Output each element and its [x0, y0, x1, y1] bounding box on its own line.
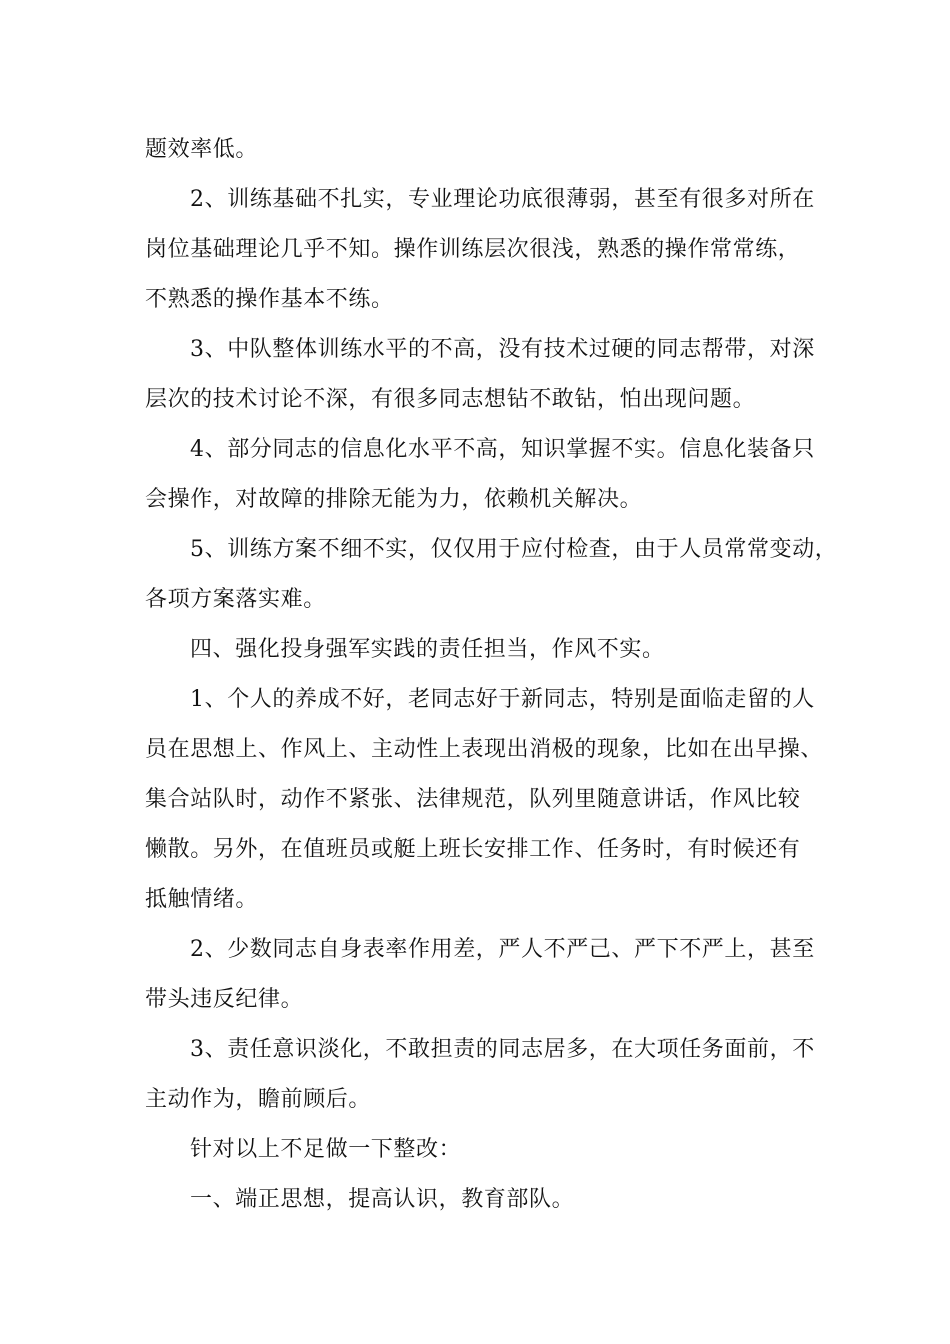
text-line: 2、训练基础不扎实，专业理论功底很薄弱，甚至有很多对所在	[190, 187, 815, 212]
text-line: 员在思想上、作风上、主动性上表现出消极的现象，比如在出早操、	[145, 737, 824, 762]
text-line: 题效率低。	[145, 137, 259, 162]
text-line: 层次的技术讨论不深，有很多同志想钻不敢钻，怕出现问题。	[145, 387, 756, 412]
section-heading: 一、端正思想，提高认识，教育部队。	[190, 1187, 575, 1212]
text-line: 主动作为，瞻前顾后。	[145, 1087, 372, 1112]
text-line: 3、责任意识淡化，不敢担责的同志居多，在大项任务面前，不	[190, 1037, 815, 1062]
text-line: 4、部分同志的信息化水平不高，知识掌握不实。信息化装备只	[190, 437, 815, 462]
text-line: 岗位基础理论几乎不知。操作训练层次很浅，熟悉的操作常常练，	[145, 237, 801, 262]
text-line: 1、个人的养成不好，老同志好于新同志，特别是面临走留的人	[190, 687, 815, 712]
text-line: 抵触情绪。	[145, 887, 259, 912]
text-line: 会操作，对故障的排除无能为力，依赖机关解决。	[145, 487, 643, 512]
section-heading: 四、强化投身强军实践的责任担当，作风不实。	[190, 637, 665, 662]
text-line: 3、中队整体训练水平的不高，没有技术过硬的同志帮带，对深	[190, 337, 815, 362]
text-line: 不熟悉的操作基本不练。	[145, 287, 394, 312]
text-line: 集合站队时，动作不紧张、法律规范，队列里随意讲话，作风比较	[145, 787, 801, 812]
text-line: 带头违反纪律。	[145, 987, 304, 1012]
text-line: 5、训练方案不细不实，仅仅用于应付检查，由于人员常常变动，	[190, 537, 838, 562]
text-line: 懒散。另外，在值班员或艇上班长安排工作、任务时，有时候还有	[145, 837, 801, 862]
text-line: 各项方案落实难。	[145, 587, 326, 612]
text-line: 2、少数同志自身表率作用差，严人不严己、严下不严上，甚至	[190, 937, 815, 962]
text-line: 针对以上不足做一下整改：	[190, 1137, 462, 1162]
